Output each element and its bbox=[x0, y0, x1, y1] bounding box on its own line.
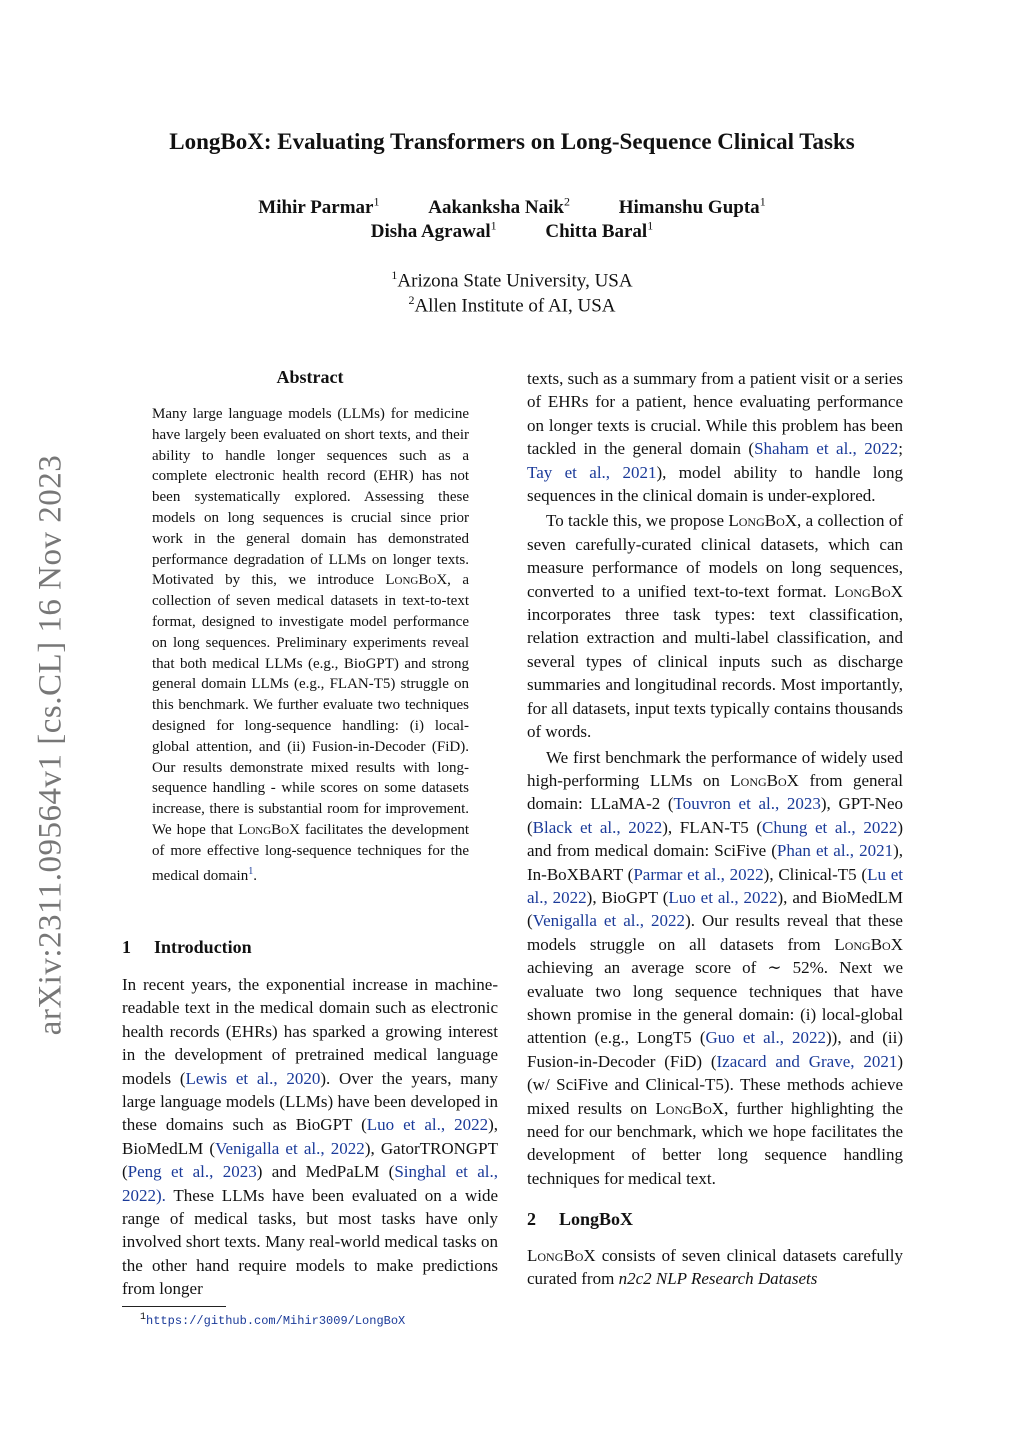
author-name: Aakanksha Naik$^2$ bbox=[428, 195, 570, 219]
author-name: Chitta Baral$^1$ bbox=[545, 219, 654, 243]
paper-title: LongBoX: Evaluating Transformers on Long-Sequence Clinical Tasks bbox=[169, 129, 855, 154]
citation-link[interactable]: Parmar et al., 2022 bbox=[633, 864, 764, 884]
author-name: Himanshu Gupta$^1$ bbox=[618, 195, 766, 219]
citation-link[interactable]: Luo et al., 2022 bbox=[668, 887, 778, 907]
footnote-url-link[interactable]: https://github.com/Mihir3009/LongBoX bbox=[146, 1314, 406, 1328]
citation-link[interactable]: Shaham et al., 2022 bbox=[754, 439, 899, 459]
citation-link[interactable]: Tay et al., 2021 bbox=[527, 462, 657, 482]
affiliation-1: $^1$Arizona State University, USA bbox=[391, 268, 633, 292]
paragraph: LongBoX consists of seven clinical datasets carefully curated from n2c2 NLP Research Datasets bbox=[527, 1245, 903, 1289]
citation-link[interactable]: Venigalla et al., 2022 bbox=[532, 911, 686, 931]
citation-link[interactable]: Lu et al., 2022 bbox=[527, 864, 903, 907]
citation-link[interactable]: Guo et al., 2022 bbox=[705, 1028, 826, 1048]
abstract-body: Many large language models (LLMs) for medicine have largely been evaluated on short texts, and their ability to handle longer sequences such as a complete electronic health record (EHR) has not been systematically explored. Assessing these models on long sequences is crucial since prior work in the general domain has demonstrated performance degradation of LLMs on longer texts. Motivated by this, we introduce LongBoX, a collection of seven medical datasets in text-to-text format, designed to investigate model performance on long sequences. Preliminary experiments reveal that both medical LLMs (e.g., BioGPT) and strong general domain LLMs (e.g., FLAN-T5) struggle on this benchmark. We further evaluate two techniques designed for long-sequence handling: (i) local-global attention, and (ii) Fusion-in-Decoder (FiD). Our results demonstrate mixed results with long-sequence handling - while scores on some datasets increase, there is substantial room for improvement. We hope that LongBoX facilitates the development of more effective long-sequence techniques for the medical domain$^1$. bbox=[152, 406, 469, 884]
paragraph: We first benchmark the performance of widely used high-performing LLMs on LongBoX from general domain: LLaMA-2 (Touvron et al., 2023), GPT-Neo (Black et al., 2022), FLAN-T5 (Chung et al., 2022) and from medical domain: SciFive (Phan et al., 2021), In-BoXBART (Parmar et al., 2022), Clinical-T5 (Lu et al., 2022), BioGPT (Luo et al., 2022), and BioMedLM (Venigalla et al., 2022). Our results reveal that these models struggle on all datasets from LongBoX achieving an average score of ∼ 52%. Next we evaluate two long sequence techniques that have shown promise in the general domain: (i) local-global attention (e.g., LongT5 (Guo et al., 2022)), and (ii) Fusion-in-Decoder (FiD) (Izacard and Grave, 2021) (w/ SciFive and Clinical-T5). These methods achieve mixed results on LongBoX, further highlighting the need for our benchmark, which we hope facilitates the development of better long sequence handling techniques for medical text. bbox=[527, 747, 903, 1188]
citation-link[interactable]: Singhal et al., 2022). bbox=[122, 1162, 499, 1205]
citation-link[interactable]: Luo et al., 2022 bbox=[366, 1115, 489, 1135]
footnote: $^1$https://github.com/Mihir3009/LongBoX bbox=[140, 1312, 406, 1328]
author-name: Disha Agrawal$^1$ bbox=[370, 219, 497, 243]
citation-link[interactable]: Touvron et al., 2023 bbox=[673, 794, 821, 814]
citation-link[interactable]: Black et al., 2022 bbox=[532, 817, 663, 837]
paragraph: To tackle this, we propose LongBoX, a collection of seven carefully-curated clinical datasets, which can measure performance of models on long sequences, converted to a unified text-to-text format. LongBoX incorporates three task types: text classification, relation extraction and multi-label classification, and several types of clinical inputs such as discharge summaries and longitudinal records. Most importantly, for all datasets, input texts typically contains thousands of words. bbox=[527, 511, 903, 742]
affiliation-2: $^2$Allen Institute of AI, USA bbox=[408, 293, 616, 317]
citation-link[interactable]: Lewis et al., 2020 bbox=[185, 1068, 321, 1088]
citation-link[interactable]: Chung et al., 2022 bbox=[762, 817, 898, 837]
footnote-link[interactable]: 1 bbox=[248, 865, 254, 877]
citation-link[interactable]: Phan et al., 2021 bbox=[776, 841, 894, 861]
paragraph: texts, such as a summary from a patient visit or a series of EHRs for a patient, hence evaluating performance on longer texts is crucial. While this problem has been tackled in the general domain (Shaham et al., 2022; Tay et al., 2021), model ability to handle long sequences in the clinical domain is under-explored. bbox=[527, 369, 903, 506]
footnote-divider bbox=[122, 1306, 226, 1307]
citation-link[interactable]: Izacard and Grave, 2021 bbox=[716, 1051, 898, 1071]
citation-link[interactable]: Venigalla et al., 2022 bbox=[215, 1138, 365, 1158]
introduction-paragraph: In recent years, the exponential increase in machine-readable text in the medical domain such as electronic health records (EHRs) has sparked a growing interest in the development of pretrained medical language models (Lewis et al., 2020). Over the years, many large language models (LLMs) have been developed in these domains such as BioGPT (Luo et al., 2022), BioMedLM (Venigalla et al., 2022), GatorTRONGPT (Peng et al., 2023) and MedPaLM (Singhal et al., 2022). These LLMs have been evaluated on a wide range of medical tasks, but most tasks have only involved short texts. Many real-world medical tasks on the other hand require models to make predictions from longer bbox=[122, 975, 499, 1299]
section-heading-introduction: 1 Introduction bbox=[122, 937, 252, 957]
citation-link[interactable]: Peng et al., 2023 bbox=[127, 1162, 257, 1182]
right-column-text bbox=[527, 367, 903, 1290]
author-name: Mihir Parmar$^1$ bbox=[258, 195, 380, 219]
author-line-2 bbox=[0, 214, 1024, 244]
abstract-heading: Abstract bbox=[276, 367, 344, 387]
section-heading-longbox: 2 LongBoX bbox=[527, 1209, 634, 1230]
